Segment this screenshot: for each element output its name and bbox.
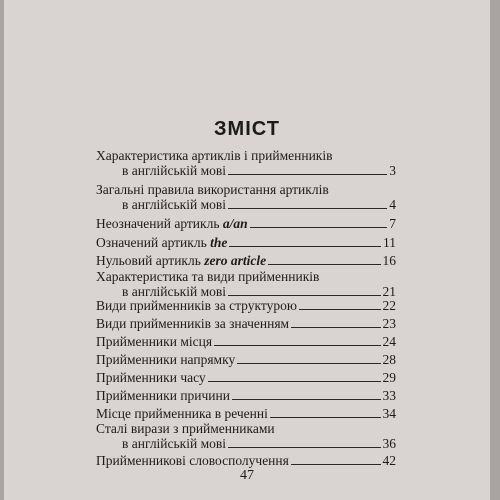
toc-page-number: 29 <box>382 370 396 385</box>
toc-page-number: 24 <box>382 334 396 349</box>
toc-entry-text: в англійській мові <box>122 436 227 451</box>
toc-entry-emphasis: zero article <box>204 253 267 268</box>
page-number: 47 <box>240 468 254 483</box>
toc-entry-text: Види прийменників за структурою <box>96 298 297 313</box>
toc-entry-emphasis: a/an <box>222 216 248 231</box>
toc-page-number: 33 <box>382 388 396 403</box>
toc-entry-text: Неозначений артикль a/an <box>96 216 248 231</box>
leader-dots <box>291 464 381 465</box>
toc-page-number: 22 <box>382 298 396 313</box>
toc-entry-phrases <box>96 453 396 468</box>
leader-dots <box>237 363 380 364</box>
toc-page-number: 21 <box>382 284 396 299</box>
toc-entry-direction <box>96 352 396 367</box>
leader-dots <box>228 447 380 448</box>
toc-entry-text: Характеристика та види прийменників <box>96 269 320 284</box>
toc-entry-zero-article <box>96 253 396 268</box>
toc-entry-by-meaning <box>96 316 396 331</box>
toc-page-number: 23 <box>382 316 396 331</box>
toc-entry-cause <box>96 388 396 403</box>
toc-page-number: 34 <box>382 406 396 421</box>
toc-entry-set-expressions <box>96 421 396 451</box>
toc-page-number: 36 <box>382 436 396 451</box>
toc-page-number: 11 <box>383 235 396 250</box>
toc-entry-text: в англійській мові <box>122 163 227 178</box>
toc-entry-articles-prepositions <box>96 148 396 178</box>
leader-dots <box>229 246 381 247</box>
page-title: ЗМІСТ <box>214 118 280 140</box>
toc-entry-text: Нульовий артикль zero article <box>96 253 267 268</box>
toc-entry-text: Прийменники причини <box>96 388 230 403</box>
toc-entry-text: Характеристика артиклів і прийменників <box>96 148 333 163</box>
leader-dots <box>268 264 380 265</box>
toc-entry-text: Прийменникові словосполучення <box>96 453 289 468</box>
leader-dots <box>291 327 380 328</box>
toc-page-number: 4 <box>389 197 396 212</box>
leader-dots <box>214 345 380 346</box>
toc-page-number: 28 <box>382 352 396 367</box>
leader-dots <box>228 174 387 175</box>
toc-entry-indefinite-article <box>96 216 396 231</box>
toc-entry-text: Місце прийменника в реченні <box>96 406 268 421</box>
toc-entry-time <box>96 370 396 385</box>
toc-entry-definite-article <box>96 235 396 250</box>
leader-dots <box>208 381 381 382</box>
toc-page-number: 3 <box>389 163 396 178</box>
toc-entry-by-structure <box>96 298 396 313</box>
toc-entry-text: Прийменники напрямку <box>96 352 236 367</box>
toc-entry-text: Означений артикль the <box>96 235 228 250</box>
toc-entry-place <box>96 334 396 349</box>
toc-entry-text: в англійській мові <box>122 197 227 212</box>
toc-entry-text: Загальні правила використання артиклів <box>96 182 329 197</box>
toc-entry-general-rules <box>96 182 396 212</box>
leader-dots <box>228 208 387 209</box>
leader-dots <box>228 295 380 296</box>
leader-dots <box>299 309 381 310</box>
toc-page-number: 16 <box>382 253 396 268</box>
toc-entry-text: в англійській мові <box>122 284 227 299</box>
leader-dots <box>250 227 388 228</box>
book-page <box>4 0 490 500</box>
toc-entry-text: Прийменники місця <box>96 334 213 349</box>
toc-page-number: 7 <box>389 216 396 231</box>
toc-entry-emphasis: the <box>210 235 228 250</box>
toc-page-number: 42 <box>382 453 396 468</box>
toc-entry-text: Сталі вирази з прийменниками <box>96 421 275 436</box>
toc-entry-position <box>96 406 396 421</box>
leader-dots <box>232 399 381 400</box>
toc-entry-text: Прийменники часу <box>96 370 206 385</box>
leader-dots <box>270 417 381 418</box>
toc-entry-preposition-types <box>96 269 396 299</box>
toc-entry-text: Види прийменників за значенням <box>96 316 290 331</box>
